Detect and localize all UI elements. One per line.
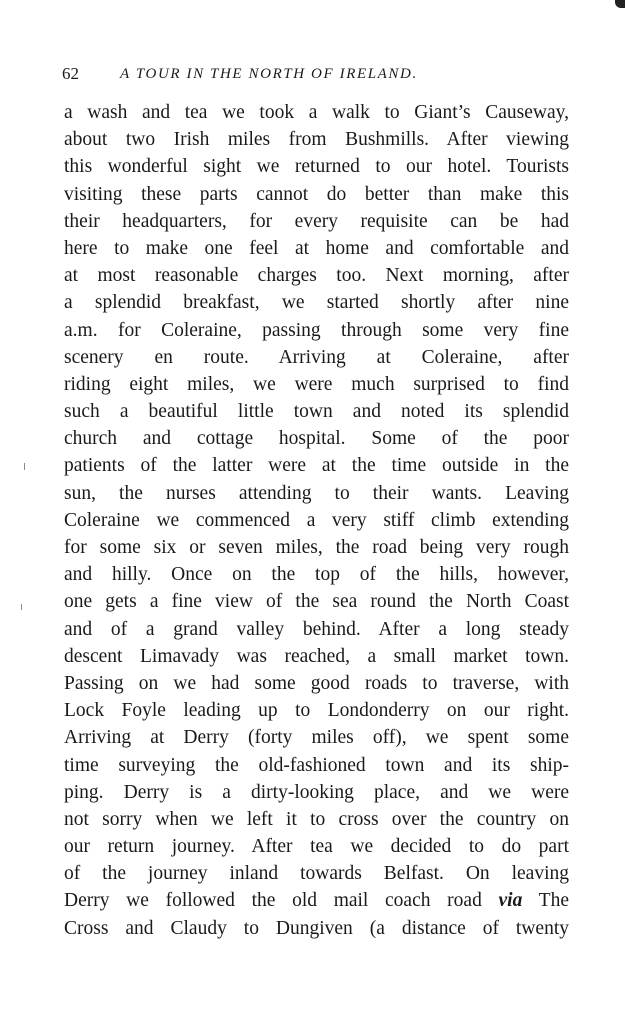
text-line	[64, 452, 569, 479]
scan-corner-mark	[615, 0, 625, 8]
text-line-segment: time surveying the old-fashioned town and its ship-	[64, 754, 569, 776]
text-line	[64, 588, 569, 615]
text-line-segment: here to make one feel at home and comfortable and	[64, 237, 569, 259]
text-line	[64, 507, 569, 534]
text-line-segment: The	[522, 890, 569, 912]
text-line-segment: scenery en route. Arriving at Coleraine, after	[64, 346, 569, 368]
body-text	[64, 99, 569, 942]
text-line-segment: such a beautiful little town and noted its splendid	[64, 401, 569, 423]
text-line-segment: their headquarters, for every requisite can be had	[64, 210, 569, 232]
text-line	[64, 262, 569, 289]
text-line-segment: at most reasonable charges too. Next morning, after	[64, 265, 569, 287]
text-line-segment: not sorry when we left it to cross over the country on	[64, 808, 569, 830]
text-line-segment: a.m. for Coleraine, passing through some very fine	[64, 319, 569, 341]
text-line	[64, 752, 569, 779]
margin-mark	[24, 463, 25, 470]
text-line-segment: and of a grand valley behind. After a long steady	[64, 618, 569, 640]
text-line	[64, 99, 569, 126]
text-line	[64, 670, 569, 697]
text-line	[64, 126, 569, 153]
text-line-segment: a splendid breakfast, we started shortly after nine	[64, 292, 569, 314]
text-line	[64, 833, 569, 860]
text-line-segment: riding eight miles, we were much surprised to find	[64, 373, 569, 395]
text-line-segment: Arriving at Derry (forty miles off), we spent some	[64, 727, 569, 749]
text-line	[64, 317, 569, 344]
page-number: 62	[62, 64, 79, 83]
text-line	[64, 643, 569, 670]
text-line	[64, 697, 569, 724]
text-line-segment: church and cottage hospital. Some of the poor	[64, 428, 569, 450]
text-line-segment: Coleraine we commenced a very stiff climb extending	[64, 509, 569, 531]
text-line-segment: for some six or seven miles, the road being very rough	[64, 537, 569, 558]
text-line-segment: visiting these parts cannot do better than make this	[64, 183, 569, 205]
text-line	[64, 398, 569, 425]
text-line	[64, 425, 569, 452]
text-line	[64, 561, 569, 588]
text-line-segment: Passing on we had some good roads to traverse, with	[64, 672, 569, 694]
text-line-segment: Derry we followed the old mail coach road	[64, 890, 499, 912]
text-line-segment: our return journey. After tea we decided to do part	[64, 836, 569, 858]
text-line	[64, 806, 569, 833]
text-line-segment: Cross and Claudy to Dungiven (a distance of twenty	[64, 917, 569, 939]
text-line-segment: ping. Derry is a dirty-looking place, and we were	[64, 781, 569, 803]
running-title: A TOUR IN THE NORTH OF IRELAND.	[120, 66, 418, 82]
text-line	[64, 480, 569, 507]
text-line-segment: of the journey inland towards Belfast. On leaving	[64, 863, 569, 885]
text-line-segment: this wonderful sight we returned to our hotel. Tourists	[64, 156, 569, 178]
text-line-segment: patients of the latter were at the time outside in the	[64, 455, 569, 477]
text-line-segment: via	[498, 890, 523, 912]
text-line	[64, 915, 569, 942]
text-line	[64, 289, 569, 316]
text-line	[64, 208, 569, 235]
text-line	[64, 181, 569, 208]
text-line	[64, 616, 569, 643]
text-line-segment: sun, the nurses attending to their wants. Leaving	[64, 482, 569, 504]
text-line	[64, 153, 569, 180]
text-line	[64, 371, 569, 398]
text-line	[64, 235, 569, 262]
text-line	[64, 724, 569, 751]
running-head	[62, 62, 567, 86]
text-line-segment: Lock Foyle leading up to Londonderry on our right.	[64, 700, 569, 722]
text-line-segment: and hilly. Once on the top of the hills, however,	[64, 564, 569, 586]
text-line	[64, 779, 569, 806]
text-line	[64, 344, 569, 371]
text-line	[64, 860, 569, 887]
margin-mark	[21, 604, 22, 610]
text-line-segment: one gets a fine view of the sea round the North Coast	[64, 591, 569, 613]
text-line-segment: about two Irish miles from Bushmills. After viewing	[64, 129, 569, 151]
text-line	[64, 887, 569, 914]
text-line	[64, 534, 569, 561]
text-line-segment: a wash and tea we took a walk to Giant’s Causeway,	[64, 102, 569, 123]
text-line-segment: descent Limavady was reached, a small market town.	[64, 645, 569, 667]
